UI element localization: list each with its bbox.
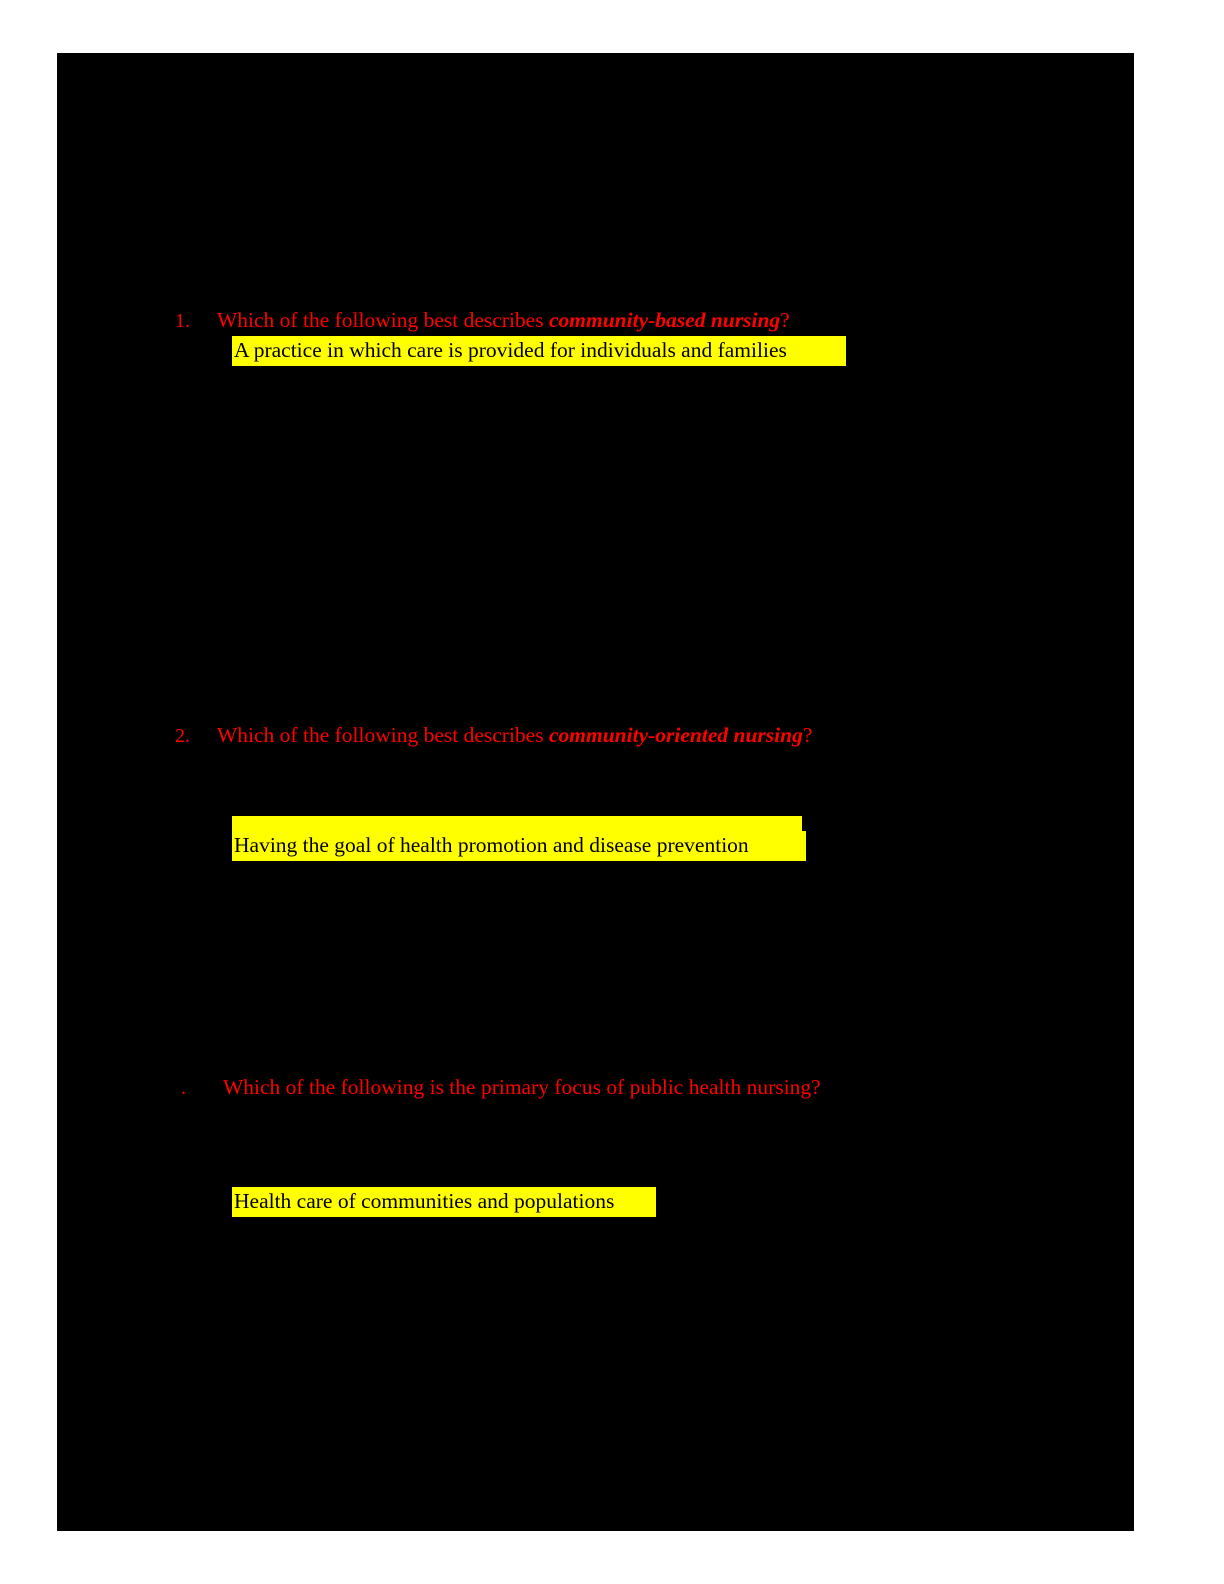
document-page xyxy=(57,53,1134,1531)
question-3-number: . xyxy=(181,1077,186,1099)
question-2-line xyxy=(175,723,812,749)
question-1-number: 1. xyxy=(175,310,190,332)
question-1-answer: A practice in which care is provided for individuals and families xyxy=(232,336,846,366)
question-3-line xyxy=(181,1075,821,1101)
question-2-text: Which of the following best describes community-oriented nursing? xyxy=(217,723,813,747)
question-1-line xyxy=(175,308,790,334)
question-2-answer: Having the goal of health promotion and disease prevention xyxy=(232,831,806,861)
question-1-text: Which of the following best describes community-based nursing? xyxy=(217,308,790,332)
question-3-answer: Health care of communities and populations xyxy=(232,1187,656,1217)
question-3-text: Which of the following is the primary focus of public health nursing? xyxy=(223,1075,821,1099)
question-2-number: 2. xyxy=(175,725,190,747)
